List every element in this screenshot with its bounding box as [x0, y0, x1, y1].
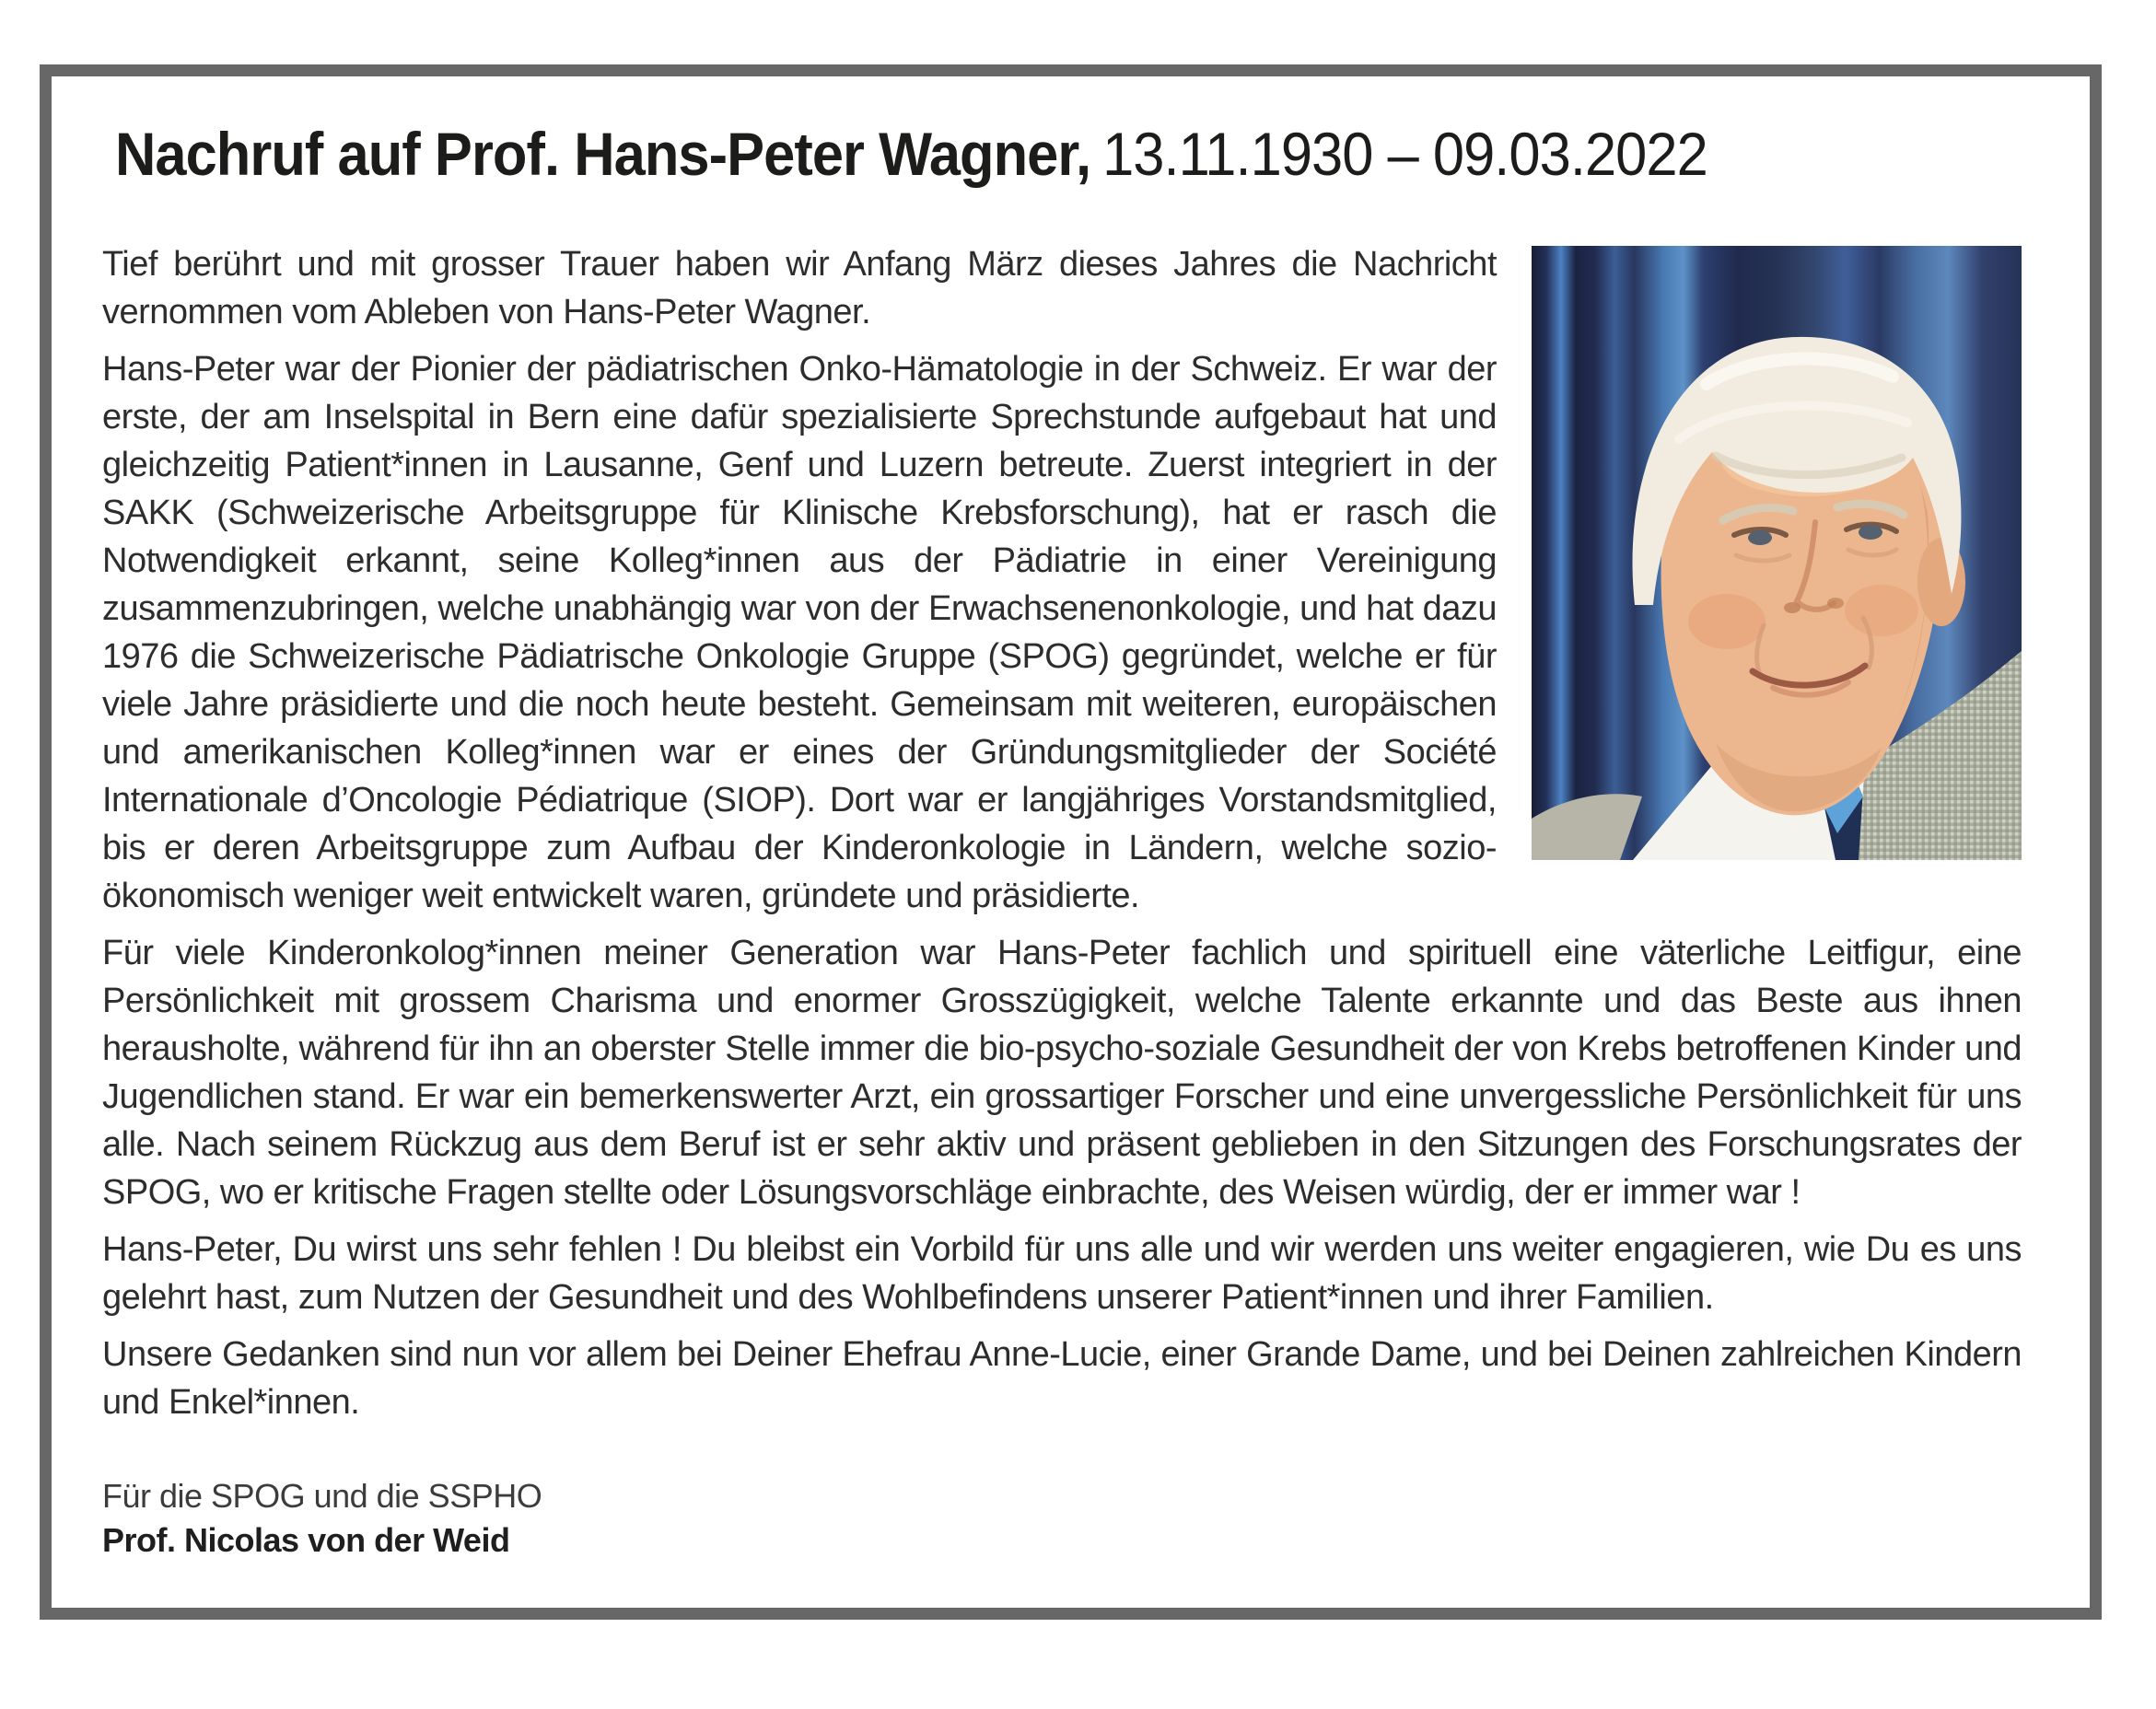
- portrait-photo: [1532, 246, 2022, 860]
- page-title: [115, 117, 1876, 191]
- signature-author: Prof. Nicolas von der Weid: [102, 1521, 510, 1559]
- signature-block: [102, 1474, 2022, 1563]
- portrait-photo-drawing: [1532, 246, 2022, 860]
- page-frame: [40, 64, 2102, 1620]
- title-dates: 13.11.1930 – 09.03.2022: [1102, 120, 1707, 188]
- obituary-body: [102, 240, 2022, 1563]
- obituary-paragraph: Tief berührt und mit grosser Trauer haben wir Anfang März dieses Jahres die Nachricht vernommen vom Ableben von Hans-Peter Wagner.: [102, 245, 1497, 331]
- obituary-paragraph: Hans-Peter war der Pionier der pädiatrischen Onko-Hämatologie in der Schweiz. Er war der erste, der am Inselspital in Bern eine dafür spezialisierte Sprechstunde aufgebaut hat und gleichzeitig Patient*innen in Lausanne, Genf und Luzern betreute. Zuerst integriert in der SAKK (Schweizerische Arbeitsgruppe für Klinische Krebsforschung), hat er rasch die Notwendigkeit erkannt, seine Kolleg*innen aus der Pädiatrie in einer Vereinigung zusammenzubringen, welche unabhängig war von der Erwachsenenonkologie, und hat dazu 1976 die Schweizerische Pädiatrische Onkologie Gruppe (SPOG) gegründet, welche er für viele Jahre präsidierte und die noch heute besteht. Gemeinsam mit weiteren, europäischen und amerikanischen Kolleg*innen war er eines der Gründungsmitglieder der Société Internationale d’Oncologie Pédiatrique (SIOP). Dort war er langjähriges Vorstandsmitglied, bis er deren Arbeitsgruppe zum Aufbau der Kinderonkologie in Ländern, welche sozio-ökonomisch weniger weit entwickelt waren, gründete und präsidierte.: [102, 350, 1497, 915]
- title-text: Nachruf auf Prof. Hans-Peter Wagner,: [115, 120, 1091, 188]
- signature-organization: Für die SPOG und die SSPHO: [102, 1477, 542, 1515]
- page-content: [52, 76, 2090, 1608]
- obituary-paragraph: Hans-Peter, Du wirst uns sehr fehlen ! Du bleibst ein Vorbild für uns alle und wir werden uns weiter engagieren, wie Du es uns gelehrt hast, zum Nutzen der Gesundheit und des Wohlbefindens unserer Patient*innen und ihrer Familien.: [102, 1230, 2022, 1317]
- obituary-paragraph: Für viele Kinderonkolog*innen meiner Generation war Hans-Peter fachlich und spirituell eine väterliche Leitfigur, eine Persönlichkeit mit grossem Charisma und enormer Grosszügigkeit, welche Talente erkannte und das Beste aus ihnen herausholte, während für ihn an oberster Stelle immer die bio-psycho-soziale Gesundheit der von Krebs betroffenen Kinder und Jugendlichen stand. Er war ein bemerkenswerter Arzt, ein grossartiger Forscher und eine unvergessliche Persönlichkeit für uns alle. Nach seinem Rückzug aus dem Beruf ist er sehr aktiv und präsent geblieben in den Sitzungen des Forschungsrates der SPOG, wo er kritische Fragen stellte oder Lösungsvorschläge einbrachte, des Weisen würdig, der er immer war !: [102, 934, 2022, 1212]
- obituary-paragraph: Unsere Gedanken sind nun vor allem bei Deiner Ehefrau Anne-Lucie, einer Grande Dame, und bei Deinen zahlreichen Kindern und Enkel*innen.: [102, 1335, 2022, 1422]
